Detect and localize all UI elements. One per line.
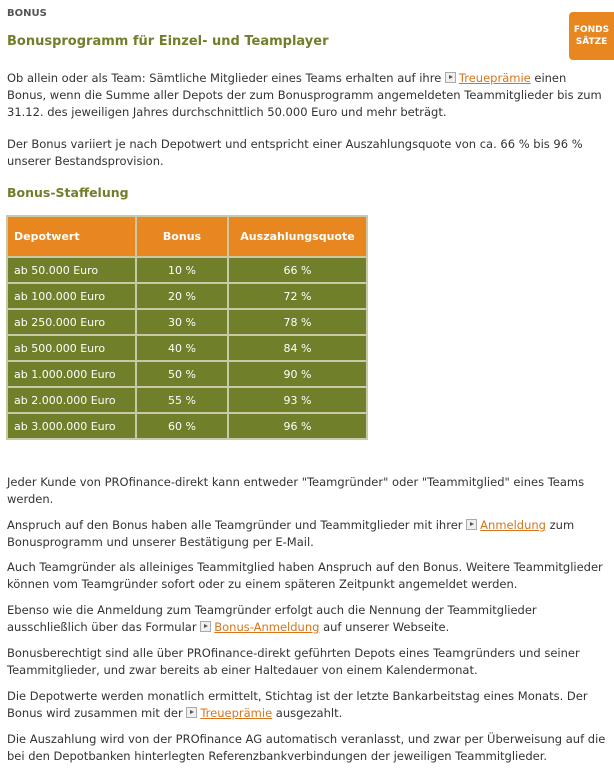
treuepraemie-link-2[interactable]: Treueprämie (200, 706, 273, 720)
cell-depotwert: ab 50.000 Euro (7, 257, 136, 283)
cell-bonus: 55 % (136, 387, 228, 413)
fonds-saetze-button[interactable] (569, 12, 614, 60)
page-title: Bonusprogramm für Einzel- und Teamplayer (7, 34, 329, 49)
link-arrow-icon (200, 621, 211, 632)
bonus-table (6, 215, 368, 440)
bonus-anmeldung-link[interactable]: Bonus-Anmeldung (214, 620, 320, 634)
paragraph-anspruch (7, 517, 607, 551)
link-arrow-icon (466, 519, 477, 530)
cell-bonus: 60 % (136, 413, 228, 439)
cell-depotwert: ab 3.000.000 Euro (7, 413, 136, 439)
text: Die Depotwerte werden monatlich ermittelt, Stichtag ist der letzte Bankarbeitstag eines Monats. Der Bonus wird zusammen mit der (7, 689, 588, 720)
text: zum Bonusprogramm und unserer Bestätigung per E-Mail. (7, 518, 575, 549)
table-row (7, 257, 367, 283)
cell-bonus: 50 % (136, 361, 228, 387)
link-arrow-icon (186, 707, 197, 718)
cell-quote: 72 % (228, 283, 367, 309)
anmeldung-link[interactable]: Anmeldung (480, 518, 546, 532)
text: Anspruch auf den Bonus haben alle Teamgründer und Teammitglieder mit ihrer (7, 518, 467, 532)
header-depotwert: Depotwert (7, 216, 136, 257)
paragraph-alleiniges-mitglied: Auch Teamgründer als alleiniges Teammitglied haben Anspruch auf den Bonus. Weitere Teammitglieder können vom Teamgründer sofort oder zu einem späteren Zeitpunkt angemeldet werden. (7, 560, 603, 591)
paragraph-teamgruender: Jeder Kunde von PROfinance-direkt kann entweder "Teamgründer" oder "Teammitglied" eines Teams werden. (7, 475, 585, 506)
paragraph-depotwerte (7, 688, 607, 722)
table-row (7, 413, 367, 439)
staffelung-heading: Bonus-Staffelung (7, 185, 129, 200)
table-row (7, 361, 367, 387)
table-row (7, 387, 367, 413)
cell-quote: 84 % (228, 335, 367, 361)
cell-bonus: 20 % (136, 283, 228, 309)
cell-bonus: 30 % (136, 309, 228, 335)
link-arrow-icon (445, 72, 456, 83)
paragraph-auszahlung: Die Auszahlung wird von der PROfinance AG automatisch veranlasst, und zwar per Überweisung auf die bei den Depotbanken hinterlegten Referenzbankverbindungen der jeweiligen Teammitglieder. (7, 732, 606, 763)
paragraph-formular (7, 602, 607, 636)
cell-quote: 90 % (228, 361, 367, 387)
cell-depotwert: ab 2.000.000 Euro (7, 387, 136, 413)
paragraph-bonusberechtigt: Bonusberechtigt sind alle über PROfinance-direkt geführten Depots eines Teamgründers und seiner Teammitglieder, und zwar bereits ab einer Haltedauer von einem Kalendermonat. (7, 646, 580, 677)
text: einen Bonus, wenn die Summe aller Depots der zum Bonusprogramm angemeldeten Teammitglieder bis zum 31.12. des jeweiligen Jahres durchschnittlich 50.000 Euro und mehr beträgt. (7, 71, 602, 119)
cell-depotwert: ab 1.000.000 Euro (7, 361, 136, 387)
intro-paragraph-2: Der Bonus variiert je nach Depotwert und entspricht einer Auszahlungsquote von ca. 66 % bis 96 % unserer Bestandsprovision. (7, 137, 583, 168)
section-label: BONUS (7, 8, 47, 19)
header-bonus: Bonus (136, 216, 228, 257)
cell-quote: 78 % (228, 309, 367, 335)
treuepraemie-link[interactable]: Treueprämie (458, 71, 531, 85)
text: Ob allein oder als Team: Sämtliche Mitglieder eines Teams erhalten auf ihre (7, 71, 445, 85)
header-auszahlungsquote: Auszahlungsquote (228, 216, 367, 257)
table-row (7, 283, 367, 309)
intro-paragraph-1 (7, 70, 607, 121)
cell-bonus: 10 % (136, 257, 228, 283)
text: Ebenso wie die Anmeldung zum Teamgründer erfolgt auch die Nennung der Teammitglieder ausschließlich über das Formular (7, 603, 537, 634)
table-row (7, 309, 367, 335)
cell-depotwert: ab 100.000 Euro (7, 283, 136, 309)
text: ausgezahlt. (272, 706, 343, 720)
cell-quote: 66 % (228, 257, 367, 283)
text: auf unserer Webseite. (319, 620, 450, 634)
badge-line-2: SÄTZE (575, 37, 608, 47)
cell-depotwert: ab 250.000 Euro (7, 309, 136, 335)
cell-bonus: 40 % (136, 335, 228, 361)
badge-line-1: FONDS (573, 25, 610, 35)
cell-depotwert: ab 500.000 Euro (7, 335, 136, 361)
cell-quote: 93 % (228, 387, 367, 413)
cell-quote: 96 % (228, 413, 367, 439)
table-row (7, 335, 367, 361)
table-header-row (7, 216, 367, 257)
